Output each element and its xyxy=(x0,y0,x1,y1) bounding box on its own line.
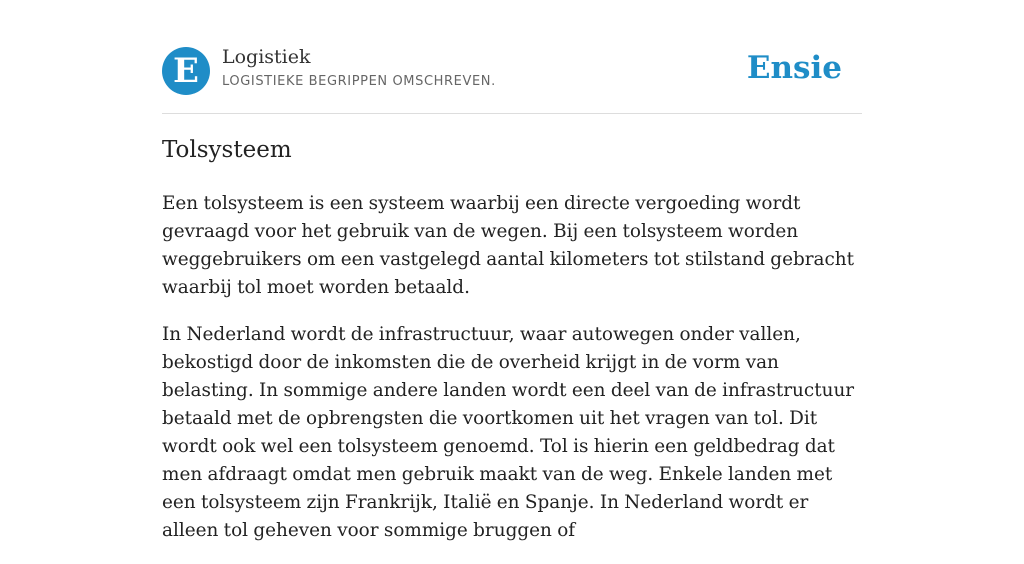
ensie-brand-logo[interactable]: Ensie xyxy=(746,50,842,86)
site-header xyxy=(162,0,862,114)
article-body xyxy=(162,190,862,564)
site-title[interactable]: Logistiek xyxy=(222,46,311,68)
page-container xyxy=(162,0,862,541)
article-paragraph-1: Een tolsysteem is een systeem waarbij een directe vergoeding wordt gevraagd voor het gebruik van de wegen. Bij een tolsysteem worden weggebruikers om een vastgelegd aantal kilometers tot stilstand gebracht waarbij tol moet worden betaald. xyxy=(162,193,855,298)
site-subtitle: LOGISTIEKE BEGRIPPEN OMSCHREVEN. xyxy=(222,74,496,89)
ensie-e-logo-icon[interactable]: E xyxy=(162,47,210,95)
article-paragraph-2: In Nederland wordt de infrastructuur, waar autowegen onder vallen, bekostigd door de inkomsten die de overheid krijgt in de vorm van belasting. In sommige andere landen wordt een deel van de infrastructuur betaald met de opbrengsten die voortkomen uit het vragen van tol. Dit wordt ook wel een tolsysteem genoemd. Tol is hierin een geldbedrag dat men afdraagt omdat men gebruik maakt van de weg. Enkele landen met een tolsysteem zijn Frankrijk, Italië en Spanje. In Nederland wordt er alleen tol geheven voor sommige bruggen of xyxy=(162,324,855,541)
article-title: Tolsysteem xyxy=(162,137,292,163)
